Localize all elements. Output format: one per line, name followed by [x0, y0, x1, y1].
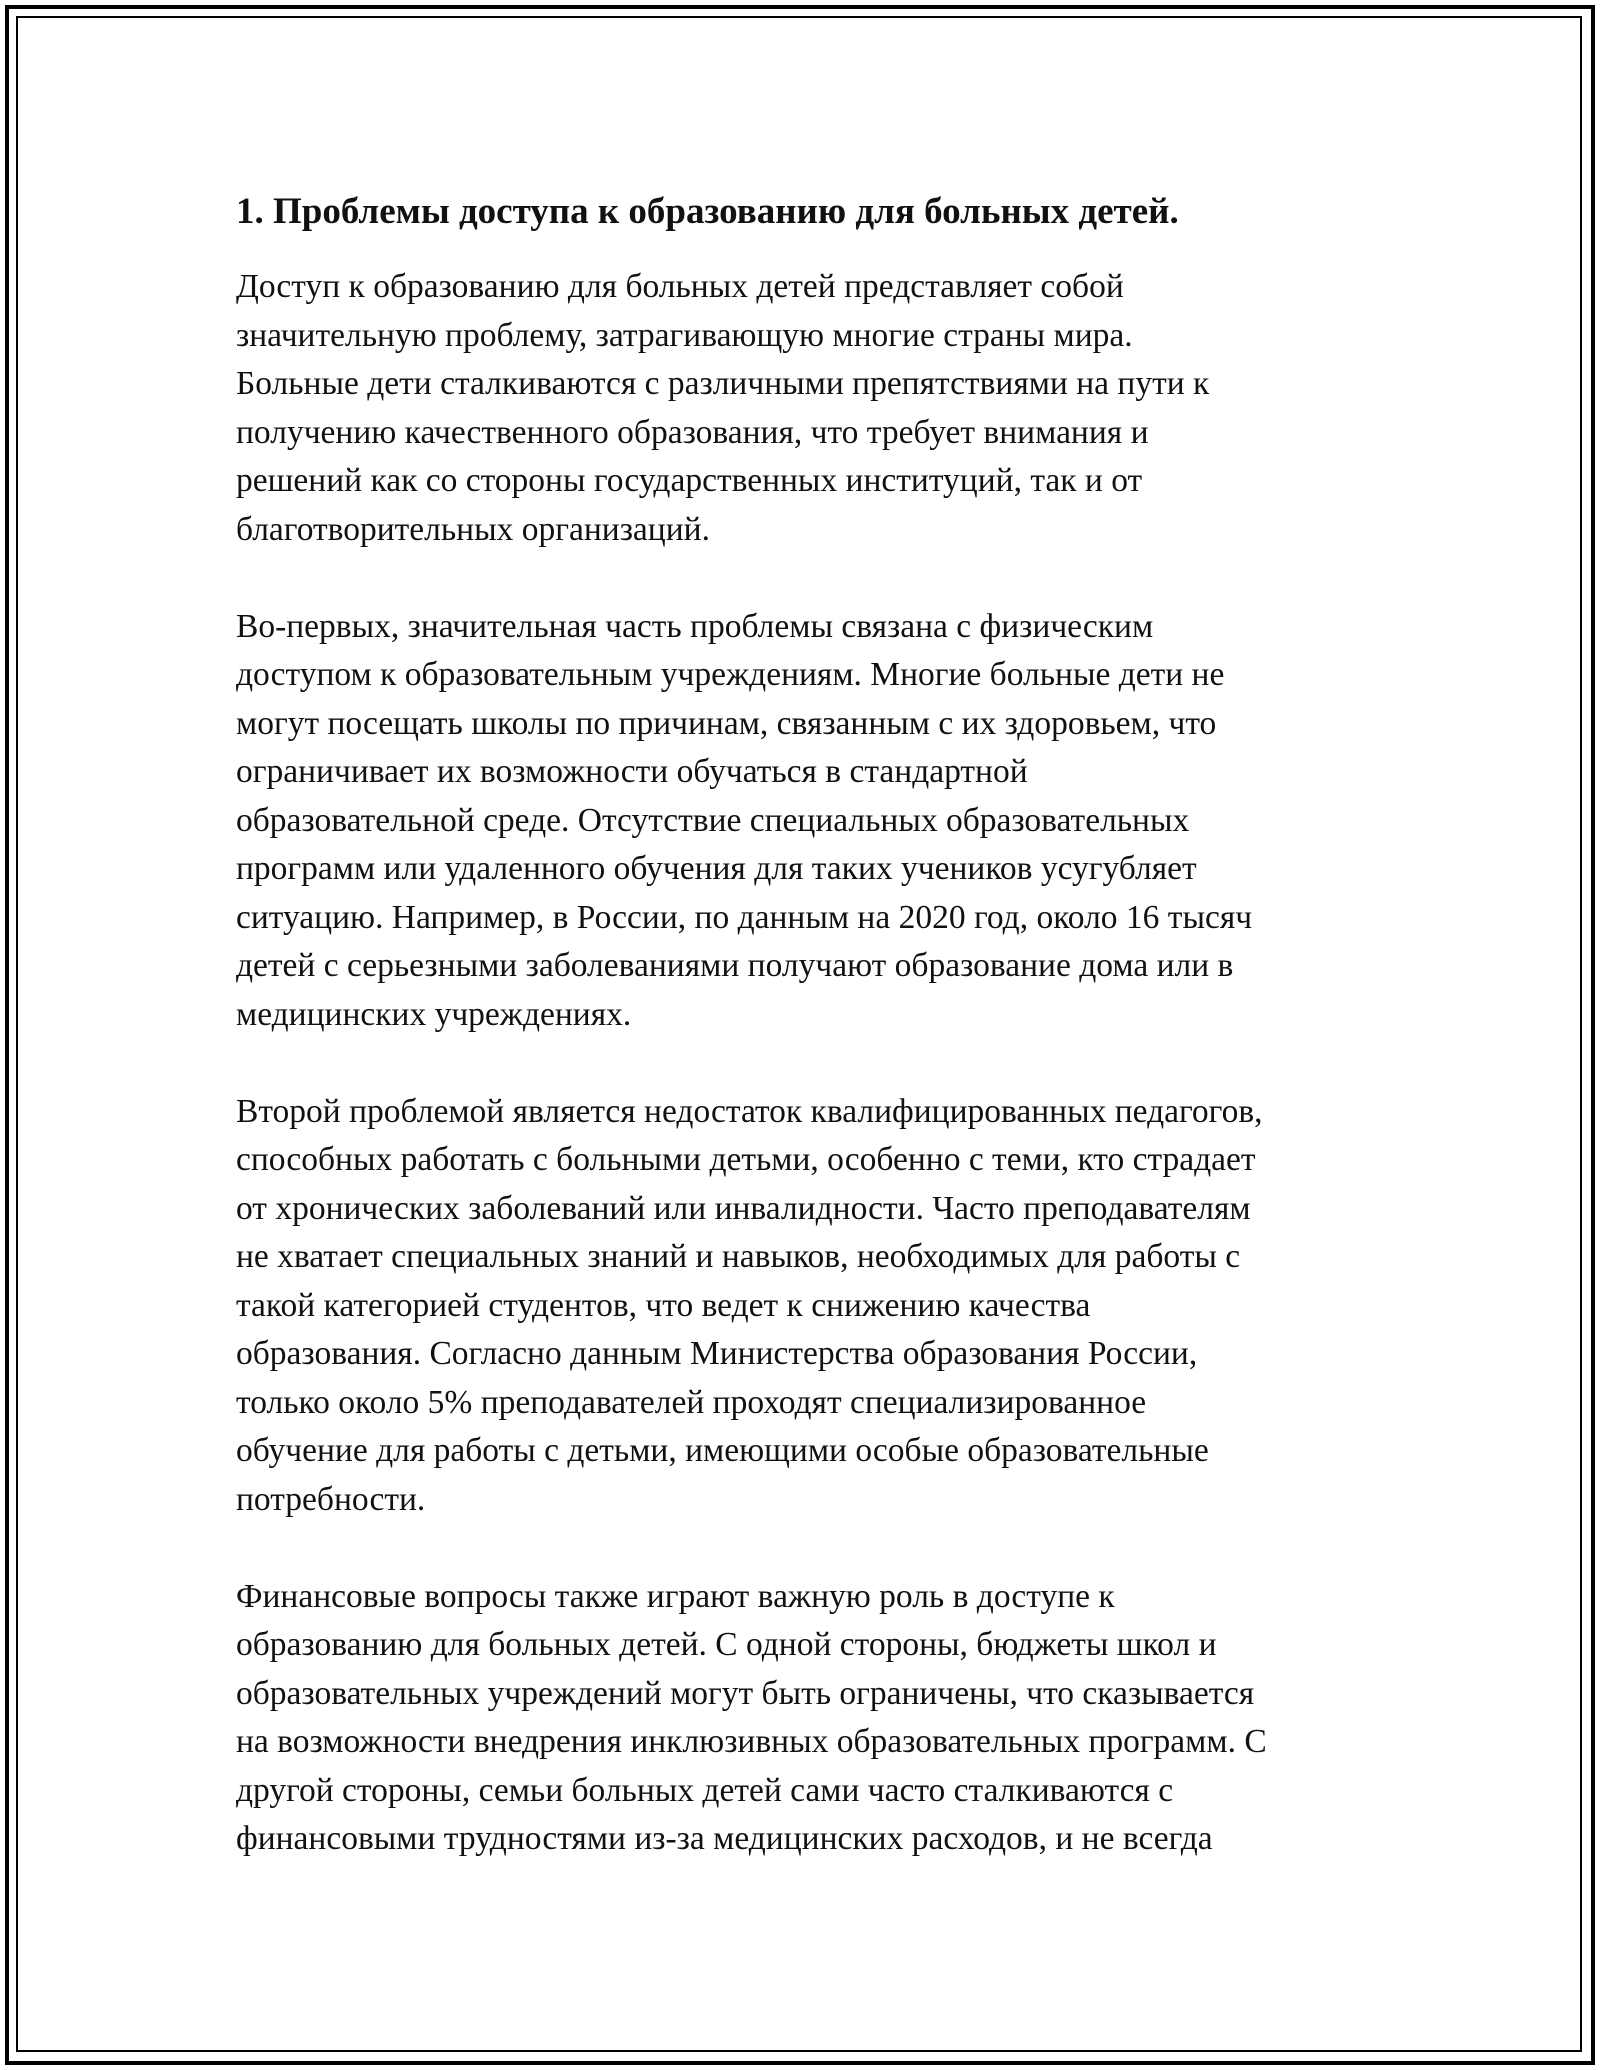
paragraph-physical-access: Во-первых, значительная часть проблемы связана с физическим доступом к образовательным учреждениям. Многие больные дети не могут посещать школы по причинам, связанным с их здоровьем, что ограничивает их возможности обучаться в стандартной образовательной среде. Отсутствие специальных образовательных программ или удаленного обучения для таких учеников усугубляет ситуацию. Например, в России, по данным на 2020 год, около 16 тысяч детей с серьезными заболеваниями получают образование дома или в медицинских учреждениях. [236, 607, 1253, 1033]
paragraph-intro: Доступ к образованию для больных детей представляет собой значительную проблему, затрагивающую многие страны мира. Больные дети сталкиваются с различными препятствиями на пути к получению качественного образования, что требует внимания и решений как со стороны государственных институций, так и от благотворительных организаций. [236, 268, 1210, 548]
section-heading: 1. Проблемы доступа к образованию для больных детей. [236, 191, 1179, 232]
document-body [236, 188, 1406, 1864]
paragraph-teachers-shortage: Второй проблемой является недостаток квалифицированных педагогов, способных работать с больными детьми, особенно с теми, кто страдает от хронических заболеваний или инвалидности. Часто преподавателям не хватает специальных знаний и навыков, необходимых для работы с такой категорией студентов, что ведет к снижению качества образования. Согласно данным Министерства образования России, только около 5% преподавателей проходят специализированное обучение для работы с детьми, имеющими особые образовательные потребности. [236, 1092, 1263, 1518]
paragraph-financial-issues: Финансовые вопросы также играют важную роль в доступе к образованию для больных детей. С одной стороны, бюджеты школ и образовательных учреждений могут быть ограничены, что сказывается на возможности внедрения инклюзивных образовательных программ. С другой стороны, семьи больных детей сами часто сталкиваются с финансовыми трудностями из-за медицинских расходов, и не всегда [236, 1577, 1267, 1857]
